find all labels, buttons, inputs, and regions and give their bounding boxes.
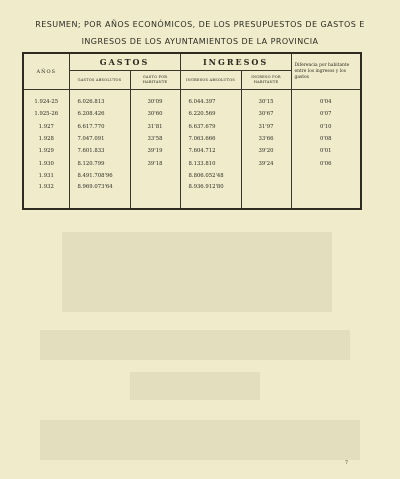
cell-year: 1.927 [23,120,69,132]
cell-year: 1.931 [23,170,69,182]
cell-year: 1.924-25 [23,90,69,109]
cell-gasto-habitante: 31'81 [130,120,180,132]
cell-gasto-habitante [130,170,180,182]
table-row [23,145,361,157]
cell-ingresos-absolutos: 8.133.810 [180,158,241,170]
cell-ingresos-absolutos: 6.044.397 [180,90,241,109]
budget-summary-table [22,52,362,210]
page-title [0,16,400,50]
cell-ingreso-habitante [241,182,291,209]
cell-ingresos-absolutos: 6.220.569 [180,108,241,120]
cell-year: 1.928 [23,133,69,145]
cell-ingreso-habitante: 30'67 [241,108,291,120]
cell-gasto-habitante: 30'60 [130,108,180,120]
cell-diferencia: 0'07 [291,108,361,120]
show-through-block-3 [130,372,260,400]
cell-ingresos-absolutos: 7.063.666 [180,133,241,145]
table-row [23,90,361,109]
cell-ingresos-absolutos: 6.637.679 [180,120,241,132]
cell-diferencia: 0'10 [291,120,361,132]
cell-year: 1.932 [23,182,69,209]
table-row [23,108,361,120]
cell-ingreso-habitante: 39'24 [241,158,291,170]
header-ingresos-absolutos: INGRESOS ABSOLUTOS [180,71,241,90]
show-through-block-1 [62,232,332,312]
cell-gasto-habitante: 30'09 [130,90,180,109]
cell-gastos-absolutos: 7.047.091 [69,133,130,145]
table-row [23,120,361,132]
cell-ingreso-habitante [241,170,291,182]
cell-ingreso-habitante: 33'66 [241,133,291,145]
cell-ingresos-absolutos: 8.936.912'80 [180,182,241,209]
header-ingresos: INGRESOS [180,53,291,71]
cell-gastos-absolutos: 7.601.833 [69,145,130,157]
cell-gasto-habitante: 39'18 [130,158,180,170]
table-row [23,133,361,145]
cell-diferencia: 0'04 [291,90,361,109]
header-diferencia: Diferencia por habitante entre los ingresos y los gastos [291,53,361,90]
cell-diferencia: 0'08 [291,133,361,145]
cell-ingresos-absolutos: 8.806.052'48 [180,170,241,182]
cell-year: 1.929 [23,145,69,157]
header-years: AÑOS [23,53,69,90]
show-through-block-4 [40,420,360,460]
cell-gasto-habitante [130,182,180,209]
cell-gastos-absolutos: 8.491.708'96 [69,170,130,182]
cell-ingreso-habitante: 30'15 [241,90,291,109]
cell-year: 1.930 [23,158,69,170]
table-row [23,182,361,209]
cell-gastos-absolutos: 6.208.426 [69,108,130,120]
cell-diferencia: 0'01 [291,145,361,157]
header-gasto-por-habitante: GASTO POR HABITANTE [130,71,180,90]
header-ingreso-por-habitante: INGRESO POR HABITANTE [241,71,291,90]
cell-ingreso-habitante: 39'20 [241,145,291,157]
cell-diferencia [291,170,361,182]
cell-diferencia: 0'06 [291,158,361,170]
title-line-1: RESUMEN; POR AÑOS ECONÓMICOS, DE LOS PRESUPUESTOS DE GASTOS E [35,20,365,29]
cell-gastos-absolutos: 6.026.813 [69,90,130,109]
title-line-2: INGRESOS DE LOS AYUNTAMIENTOS DE LA PROVINCIA [81,37,319,46]
page-number: 7 [344,460,348,466]
cell-ingreso-habitante: 31'97 [241,120,291,132]
cell-gasto-habitante: 33'58 [130,133,180,145]
table-row [23,170,361,182]
cell-year: 1.925-26 [23,108,69,120]
header-gastos: GASTOS [69,53,180,71]
cell-gastos-absolutos: 8.120.799 [69,158,130,170]
table-row [23,158,361,170]
cell-gasto-habitante: 39'19 [130,145,180,157]
cell-gastos-absolutos: 8.969.073'64 [69,182,130,209]
cell-gastos-absolutos: 6.617.770 [69,120,130,132]
show-through-block-2 [40,330,350,360]
header-gastos-absolutos: GASTOS ABSOLUTOS [69,71,130,90]
cell-diferencia [291,182,361,209]
cell-ingresos-absolutos: 7.604.712 [180,145,241,157]
